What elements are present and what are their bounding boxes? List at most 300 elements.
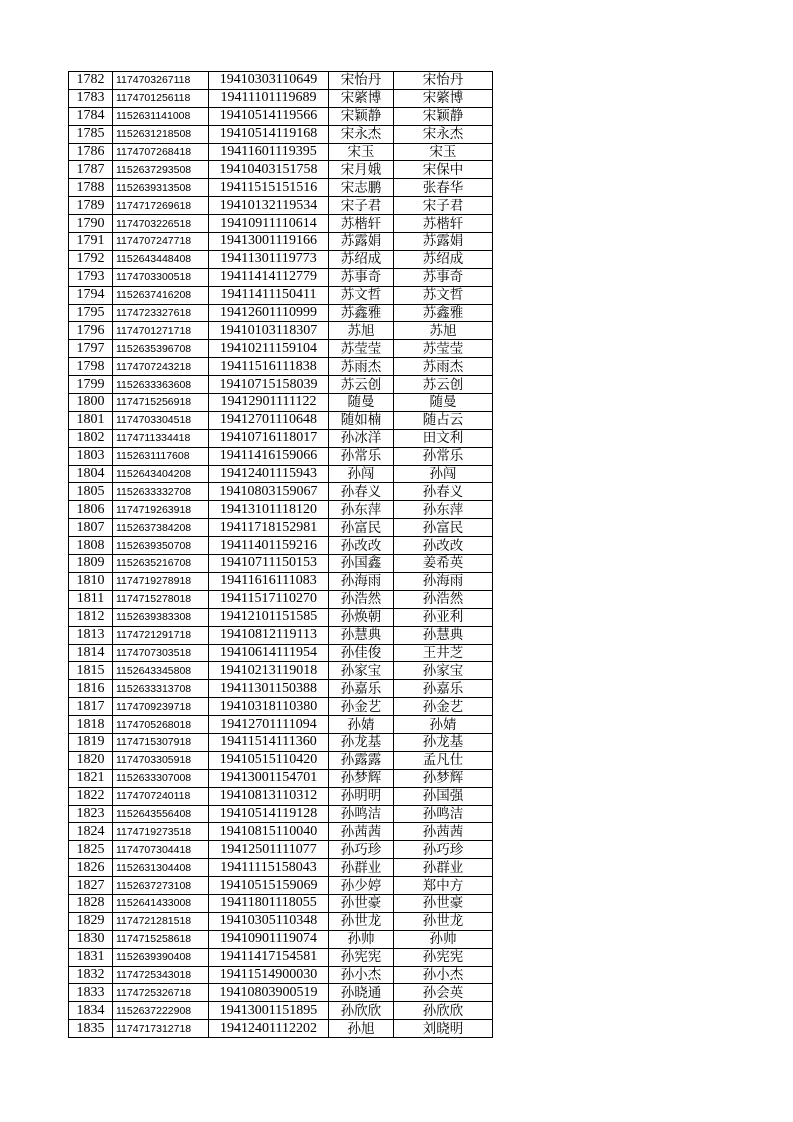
guardian-name-cell: 孙会英 (394, 984, 493, 1002)
table-row (69, 608, 493, 626)
student-name-cell: 孙嘉乐 (329, 680, 394, 698)
student-name-cell: 孙宪宪 (329, 948, 394, 966)
student-name-cell: 孙焕朝 (329, 608, 394, 626)
row-number-cell: 1809 (69, 555, 113, 573)
exam-id-cell: 1152631141008 (113, 107, 209, 125)
exam-id-cell: 1174721291718 (113, 626, 209, 644)
exam-id-cell: 1174715256918 (113, 394, 209, 412)
exam-id-cell: 1174709239718 (113, 698, 209, 716)
row-number-cell: 1816 (69, 680, 113, 698)
student-id-cell: 19413101118120 (209, 501, 329, 519)
student-name-cell: 孙鸣洁 (329, 805, 394, 823)
table-row (69, 1020, 493, 1038)
student-name-cell: 宋月娥 (329, 161, 394, 179)
exam-id-cell: 1174707268418 (113, 143, 209, 161)
table-row (69, 107, 493, 125)
guardian-name-cell: 苏绍成 (394, 250, 493, 268)
student-id-cell: 19410812119113 (209, 626, 329, 644)
table-row (69, 948, 493, 966)
exam-id-cell: 1152637416208 (113, 286, 209, 304)
student-id-cell: 19411101119689 (209, 89, 329, 107)
table-row (69, 572, 493, 590)
student-name-cell: 宋子君 (329, 197, 394, 215)
student-name-cell: 孙慧典 (329, 626, 394, 644)
table-row (69, 161, 493, 179)
row-number-cell: 1803 (69, 447, 113, 465)
table-row (69, 912, 493, 930)
student-id-cell: 19413001151895 (209, 1002, 329, 1020)
exam-id-cell: 1152643345808 (113, 662, 209, 680)
table-row (69, 376, 493, 394)
row-number-cell: 1798 (69, 358, 113, 376)
row-number-cell: 1808 (69, 537, 113, 555)
exam-id-cell: 1174719273518 (113, 823, 209, 841)
table-row (69, 805, 493, 823)
exam-id-cell: 1152633307008 (113, 769, 209, 787)
table-row (69, 590, 493, 608)
student-name-cell: 随曼 (329, 394, 394, 412)
table-row (69, 394, 493, 412)
student-id-cell: 19412101151585 (209, 608, 329, 626)
student-name-cell: 孙露露 (329, 751, 394, 769)
guardian-name-cell: 苏事奇 (394, 268, 493, 286)
guardian-name-cell: 孙富民 (394, 519, 493, 537)
table-row (69, 197, 493, 215)
student-name-cell: 孙国鑫 (329, 555, 394, 573)
student-name-cell: 宋颖静 (329, 107, 394, 125)
guardian-name-cell: 孙茜茜 (394, 823, 493, 841)
exam-id-cell: 1174723327618 (113, 304, 209, 322)
student-id-cell: 19411416159066 (209, 447, 329, 465)
table-row (69, 72, 493, 90)
table-row (69, 447, 493, 465)
student-name-cell: 孙东萍 (329, 501, 394, 519)
exam-id-cell: 1152637384208 (113, 519, 209, 537)
guardian-name-cell: 随曼 (394, 394, 493, 412)
guardian-name-cell: 孟凡仕 (394, 751, 493, 769)
student-id-cell: 19412901111122 (209, 394, 329, 412)
student-id-cell: 19410403151758 (209, 161, 329, 179)
student-id-cell: 19410103118307 (209, 322, 329, 340)
exam-id-cell: 1152631304408 (113, 859, 209, 877)
row-number-cell: 1790 (69, 215, 113, 233)
student-id-cell: 19410715158039 (209, 376, 329, 394)
student-id-cell: 19410132119534 (209, 197, 329, 215)
student-name-cell: 孙浩然 (329, 590, 394, 608)
records-table (68, 71, 493, 1038)
guardian-name-cell: 郑中方 (394, 877, 493, 895)
exam-id-cell: 1174703226518 (113, 215, 209, 233)
table-row (69, 215, 493, 233)
table-row (69, 322, 493, 340)
exam-id-cell: 1152633363608 (113, 376, 209, 394)
exam-id-cell: 1152639390408 (113, 948, 209, 966)
row-number-cell: 1824 (69, 823, 113, 841)
exam-id-cell: 1152639350708 (113, 537, 209, 555)
table-row (69, 358, 493, 376)
table-row (69, 268, 493, 286)
guardian-name-cell: 孙世龙 (394, 912, 493, 930)
guardian-name-cell: 孙宪宪 (394, 948, 493, 966)
guardian-name-cell: 孙金艺 (394, 698, 493, 716)
guardian-name-cell: 苏文哲 (394, 286, 493, 304)
row-number-cell: 1795 (69, 304, 113, 322)
row-number-cell: 1804 (69, 465, 113, 483)
row-number-cell: 1818 (69, 716, 113, 734)
row-number-cell: 1811 (69, 590, 113, 608)
student-name-cell: 孙海雨 (329, 572, 394, 590)
exam-id-cell: 1152641433008 (113, 894, 209, 912)
row-number-cell: 1784 (69, 107, 113, 125)
student-name-cell: 孙龙基 (329, 733, 394, 751)
guardian-name-cell: 姜希英 (394, 555, 493, 573)
student-name-cell: 孙晓通 (329, 984, 394, 1002)
student-id-cell: 19413001119166 (209, 233, 329, 251)
student-name-cell: 孙常乐 (329, 447, 394, 465)
table-row (69, 930, 493, 948)
exam-id-cell: 1174707303518 (113, 644, 209, 662)
table-row (69, 644, 493, 662)
table-row (69, 859, 493, 877)
exam-id-cell: 1174707304418 (113, 841, 209, 859)
student-name-cell: 苏事奇 (329, 268, 394, 286)
guardian-name-cell: 孙群业 (394, 859, 493, 877)
table-row (69, 555, 493, 573)
student-id-cell: 19410515110420 (209, 751, 329, 769)
guardian-name-cell: 苏鑫雅 (394, 304, 493, 322)
table-row (69, 662, 493, 680)
guardian-name-cell: 苏楷轩 (394, 215, 493, 233)
exam-id-cell: 1152635396708 (113, 340, 209, 358)
student-name-cell: 孙冰洋 (329, 429, 394, 447)
guardian-name-cell: 苏露娟 (394, 233, 493, 251)
table-row (69, 787, 493, 805)
guardian-name-cell: 苏莹莹 (394, 340, 493, 358)
exam-id-cell: 1174715258618 (113, 930, 209, 948)
student-id-cell: 19412501111077 (209, 841, 329, 859)
exam-id-cell: 1174725343018 (113, 966, 209, 984)
student-id-cell: 19410514119566 (209, 107, 329, 125)
table-row (69, 286, 493, 304)
table-row (69, 233, 493, 251)
row-number-cell: 1835 (69, 1020, 113, 1038)
row-number-cell: 1825 (69, 841, 113, 859)
student-name-cell: 孙少婷 (329, 877, 394, 895)
guardian-name-cell: 孙小杰 (394, 966, 493, 984)
student-id-cell: 19412701110648 (209, 411, 329, 429)
table-row (69, 751, 493, 769)
table-row (69, 769, 493, 787)
student-name-cell: 孙梦辉 (329, 769, 394, 787)
student-id-cell: 19411411150411 (209, 286, 329, 304)
row-number-cell: 1822 (69, 787, 113, 805)
exam-id-cell: 1152637273108 (113, 877, 209, 895)
row-number-cell: 1805 (69, 483, 113, 501)
student-name-cell: 宋怡丹 (329, 72, 394, 90)
student-id-cell: 19412601110999 (209, 304, 329, 322)
row-number-cell: 1782 (69, 72, 113, 90)
student-name-cell: 孙世龙 (329, 912, 394, 930)
student-name-cell: 苏文哲 (329, 286, 394, 304)
row-number-cell: 1789 (69, 197, 113, 215)
guardian-name-cell: 宋子君 (394, 197, 493, 215)
row-number-cell: 1796 (69, 322, 113, 340)
table-row (69, 1002, 493, 1020)
student-id-cell: 19411414112779 (209, 268, 329, 286)
row-number-cell: 1817 (69, 698, 113, 716)
student-name-cell: 苏莹莹 (329, 340, 394, 358)
row-number-cell: 1832 (69, 966, 113, 984)
student-name-cell: 宋綮博 (329, 89, 394, 107)
exam-id-cell: 1174703267118 (113, 72, 209, 90)
guardian-name-cell: 孙嘉乐 (394, 680, 493, 698)
row-number-cell: 1834 (69, 1002, 113, 1020)
student-id-cell: 19411616111083 (209, 572, 329, 590)
row-number-cell: 1813 (69, 626, 113, 644)
student-id-cell: 19410803159067 (209, 483, 329, 501)
exam-id-cell: 1174707240118 (113, 787, 209, 805)
student-id-cell: 19411301119773 (209, 250, 329, 268)
row-number-cell: 1812 (69, 608, 113, 626)
student-name-cell: 苏雨杰 (329, 358, 394, 376)
guardian-name-cell: 孙梦辉 (394, 769, 493, 787)
student-name-cell: 孙改改 (329, 537, 394, 555)
student-id-cell: 19411115158043 (209, 859, 329, 877)
row-number-cell: 1802 (69, 429, 113, 447)
row-number-cell: 1819 (69, 733, 113, 751)
row-number-cell: 1788 (69, 179, 113, 197)
table-row (69, 537, 493, 555)
student-name-cell: 孙家宝 (329, 662, 394, 680)
exam-id-cell: 1174725326718 (113, 984, 209, 1002)
guardian-name-cell: 张春华 (394, 179, 493, 197)
student-id-cell: 19410305110348 (209, 912, 329, 930)
guardian-name-cell: 随占云 (394, 411, 493, 429)
row-number-cell: 1821 (69, 769, 113, 787)
exam-id-cell: 1152643404208 (113, 465, 209, 483)
guardian-name-cell: 孙浩然 (394, 590, 493, 608)
student-name-cell: 孙春义 (329, 483, 394, 501)
row-number-cell: 1830 (69, 930, 113, 948)
student-name-cell: 孙世豪 (329, 894, 394, 912)
student-name-cell: 孙巧珍 (329, 841, 394, 859)
row-number-cell: 1791 (69, 233, 113, 251)
guardian-name-cell: 王井芝 (394, 644, 493, 662)
student-name-cell: 孙婧 (329, 716, 394, 734)
exam-id-cell: 1152633332708 (113, 483, 209, 501)
student-id-cell: 19410211159104 (209, 340, 329, 358)
exam-id-cell: 1152635216708 (113, 555, 209, 573)
guardian-name-cell: 孙亚利 (394, 608, 493, 626)
student-name-cell: 孙茜茜 (329, 823, 394, 841)
row-number-cell: 1787 (69, 161, 113, 179)
row-number-cell: 1786 (69, 143, 113, 161)
student-name-cell: 苏楷轩 (329, 215, 394, 233)
student-name-cell: 孙群业 (329, 859, 394, 877)
exam-id-cell: 1174703300518 (113, 268, 209, 286)
exam-id-cell: 1152637293508 (113, 161, 209, 179)
guardian-name-cell: 孙鸣洁 (394, 805, 493, 823)
table-row (69, 680, 493, 698)
row-number-cell: 1826 (69, 859, 113, 877)
guardian-name-cell: 孙家宝 (394, 662, 493, 680)
row-number-cell: 1794 (69, 286, 113, 304)
guardian-name-cell: 宋保中 (394, 161, 493, 179)
row-number-cell: 1797 (69, 340, 113, 358)
student-id-cell: 19410515159069 (209, 877, 329, 895)
student-id-cell: 19411516111838 (209, 358, 329, 376)
exam-id-cell: 1152637222908 (113, 1002, 209, 1020)
row-number-cell: 1783 (69, 89, 113, 107)
table-row (69, 698, 493, 716)
table-row (69, 894, 493, 912)
student-name-cell: 宋玉 (329, 143, 394, 161)
student-id-cell: 19410813110312 (209, 787, 329, 805)
guardian-name-cell: 宋怡丹 (394, 72, 493, 90)
row-number-cell: 1785 (69, 125, 113, 143)
table-row (69, 823, 493, 841)
exam-id-cell: 1174721281518 (113, 912, 209, 930)
guardian-name-cell: 宋綮博 (394, 89, 493, 107)
student-id-cell: 19410514119128 (209, 805, 329, 823)
student-id-cell: 19410803900519 (209, 984, 329, 1002)
student-id-cell: 19411801118055 (209, 894, 329, 912)
student-name-cell: 孙明明 (329, 787, 394, 805)
guardian-name-cell: 孙常乐 (394, 447, 493, 465)
row-number-cell: 1800 (69, 394, 113, 412)
student-id-cell: 19412701111094 (209, 716, 329, 734)
table-row (69, 465, 493, 483)
student-name-cell: 苏露娟 (329, 233, 394, 251)
table-row (69, 179, 493, 197)
student-id-cell: 19410901119074 (209, 930, 329, 948)
exam-id-cell: 1174707243218 (113, 358, 209, 376)
student-id-cell: 19410213119018 (209, 662, 329, 680)
exam-id-cell: 1174719278918 (113, 572, 209, 590)
guardian-name-cell: 孙闯 (394, 465, 493, 483)
student-id-cell: 19410911110614 (209, 215, 329, 233)
student-name-cell: 随如楠 (329, 411, 394, 429)
row-number-cell: 1810 (69, 572, 113, 590)
row-number-cell: 1828 (69, 894, 113, 912)
exam-id-cell: 1152633313708 (113, 680, 209, 698)
student-id-cell: 19413001154701 (209, 769, 329, 787)
exam-id-cell: 1174705268018 (113, 716, 209, 734)
exam-id-cell: 1174715307918 (113, 733, 209, 751)
student-name-cell: 苏鑫雅 (329, 304, 394, 322)
student-id-cell: 19410614111954 (209, 644, 329, 662)
exam-id-cell: 1174707247718 (113, 233, 209, 251)
table-row (69, 429, 493, 447)
row-number-cell: 1815 (69, 662, 113, 680)
table-row (69, 483, 493, 501)
table-row (69, 626, 493, 644)
student-id-cell: 19411515151516 (209, 179, 329, 197)
guardian-name-cell: 苏云创 (394, 376, 493, 394)
guardian-name-cell: 孙龙基 (394, 733, 493, 751)
row-number-cell: 1820 (69, 751, 113, 769)
student-id-cell: 19410711150153 (209, 555, 329, 573)
student-id-cell: 19411401159216 (209, 537, 329, 555)
table-row (69, 411, 493, 429)
row-number-cell: 1806 (69, 501, 113, 519)
exam-id-cell: 1174703304518 (113, 411, 209, 429)
student-name-cell: 孙小杰 (329, 966, 394, 984)
student-id-cell: 19410303110649 (209, 72, 329, 90)
guardian-name-cell: 孙世豪 (394, 894, 493, 912)
exam-id-cell: 1152643556408 (113, 805, 209, 823)
student-id-cell: 19412401112202 (209, 1020, 329, 1038)
row-number-cell: 1793 (69, 268, 113, 286)
table-row (69, 501, 493, 519)
student-id-cell: 19410318110380 (209, 698, 329, 716)
student-id-cell: 19410716118017 (209, 429, 329, 447)
row-number-cell: 1801 (69, 411, 113, 429)
student-name-cell: 孙欣欣 (329, 1002, 394, 1020)
student-name-cell: 苏旭 (329, 322, 394, 340)
student-id-cell: 19411514111360 (209, 733, 329, 751)
row-number-cell: 1831 (69, 948, 113, 966)
table-row (69, 966, 493, 984)
exam-id-cell: 1152631117608 (113, 447, 209, 465)
table-row (69, 841, 493, 859)
student-name-cell: 孙旭 (329, 1020, 394, 1038)
guardian-name-cell: 孙欣欣 (394, 1002, 493, 1020)
student-id-cell: 19411417154581 (209, 948, 329, 966)
student-name-cell: 宋永杰 (329, 125, 394, 143)
row-number-cell: 1833 (69, 984, 113, 1002)
student-id-cell: 19410815110040 (209, 823, 329, 841)
exam-id-cell: 1174703305918 (113, 751, 209, 769)
row-number-cell: 1823 (69, 805, 113, 823)
exam-id-cell: 1174701271718 (113, 322, 209, 340)
guardian-name-cell: 孙国强 (394, 787, 493, 805)
row-number-cell: 1799 (69, 376, 113, 394)
guardian-name-cell: 孙婧 (394, 716, 493, 734)
row-number-cell: 1829 (69, 912, 113, 930)
table-row (69, 984, 493, 1002)
exam-id-cell: 1152631218508 (113, 125, 209, 143)
table-row (69, 340, 493, 358)
student-name-cell: 孙富民 (329, 519, 394, 537)
exam-id-cell: 1174701256118 (113, 89, 209, 107)
student-id-cell: 19411301150388 (209, 680, 329, 698)
guardian-name-cell: 孙改改 (394, 537, 493, 555)
student-name-cell: 苏云创 (329, 376, 394, 394)
exam-id-cell: 1152643448408 (113, 250, 209, 268)
table-row (69, 304, 493, 322)
table-row (69, 143, 493, 161)
guardian-name-cell: 宋永杰 (394, 125, 493, 143)
records-table-body (69, 72, 493, 1038)
row-number-cell: 1814 (69, 644, 113, 662)
exam-id-cell: 1174715278018 (113, 590, 209, 608)
table-row (69, 250, 493, 268)
table-row (69, 125, 493, 143)
table-row (69, 89, 493, 107)
guardian-name-cell: 宋颖静 (394, 107, 493, 125)
student-name-cell: 孙帅 (329, 930, 394, 948)
student-name-cell: 孙闯 (329, 465, 394, 483)
guardian-name-cell: 苏雨杰 (394, 358, 493, 376)
guardian-name-cell: 孙帅 (394, 930, 493, 948)
student-id-cell: 19410514119168 (209, 125, 329, 143)
guardian-name-cell: 宋玉 (394, 143, 493, 161)
student-name-cell: 孙金艺 (329, 698, 394, 716)
row-number-cell: 1827 (69, 877, 113, 895)
student-id-cell: 19411601119395 (209, 143, 329, 161)
table-row (69, 733, 493, 751)
